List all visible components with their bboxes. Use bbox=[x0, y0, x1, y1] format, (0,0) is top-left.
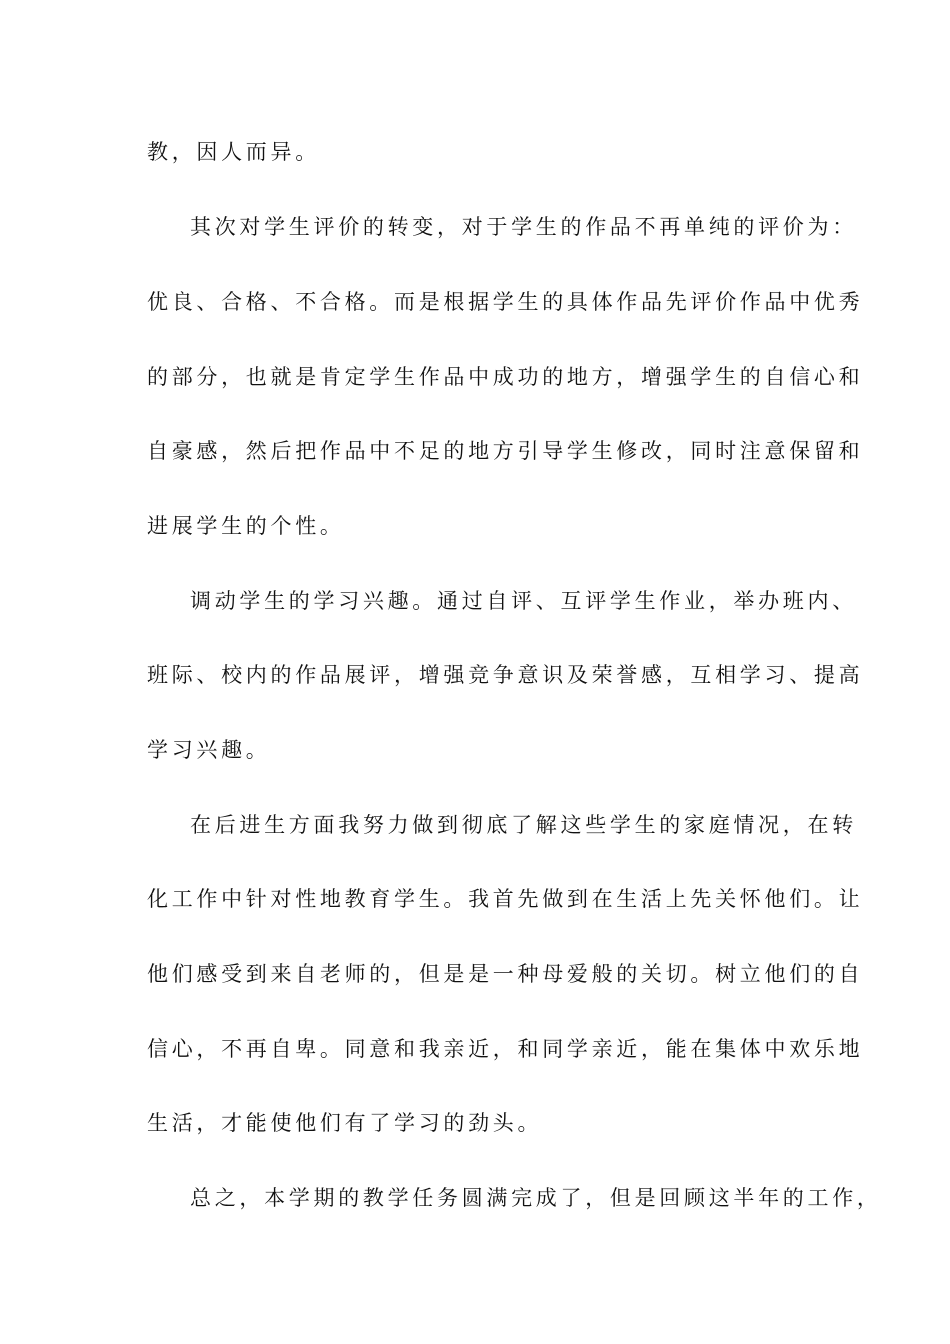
text-line: 生活，才能使他们有了学习的劲头。 bbox=[147, 1111, 543, 1135]
text-line: 的部分，也就是肯定学生作品中成功的地方，增强学生的自信心和 bbox=[147, 365, 864, 389]
text-line: 自豪感，然后把作品中不足的地方引导学生修改，同时注意保留和 bbox=[147, 439, 864, 463]
paragraph-start-line: 在后进生方面我努力做到彻底了解这些学生的家庭情况，在转 bbox=[190, 813, 857, 837]
text-line: 他们感受到来自老师的，但是是一种母爱般的关切。树立他们的自 bbox=[147, 962, 864, 986]
paragraph-start-line: 调动学生的学习兴趣。通过自评、互评学生作业，举办班内、 bbox=[190, 589, 857, 613]
text-line: 学习兴趣。 bbox=[147, 738, 271, 762]
text-line: 信心，不再自卑。同意和我亲近，和同学亲近，能在集体中欢乐地 bbox=[147, 1037, 864, 1061]
text-line: 班际、校内的作品展评，增强竞争意识及荣誉感，互相学习、提高 bbox=[147, 663, 864, 687]
text-line: 优良、合格、不合格。而是根据学生的具体作品先评价作品中优秀 bbox=[147, 290, 864, 314]
text-line: 教，因人而异。 bbox=[147, 140, 320, 164]
text-line: 化工作中针对性地教育学生。我首先做到在生活上先关怀他们。让 bbox=[147, 887, 864, 911]
paragraph-start-line: 其次对学生评价的转变，对于学生的作品不再单纯的评价为： bbox=[190, 215, 857, 239]
paragraph-start-line: 总之，本学期的教学任务圆满完成了，但是回顾这半年的工作， bbox=[190, 1186, 882, 1210]
text-line: 进展学生的个性。 bbox=[147, 514, 345, 538]
